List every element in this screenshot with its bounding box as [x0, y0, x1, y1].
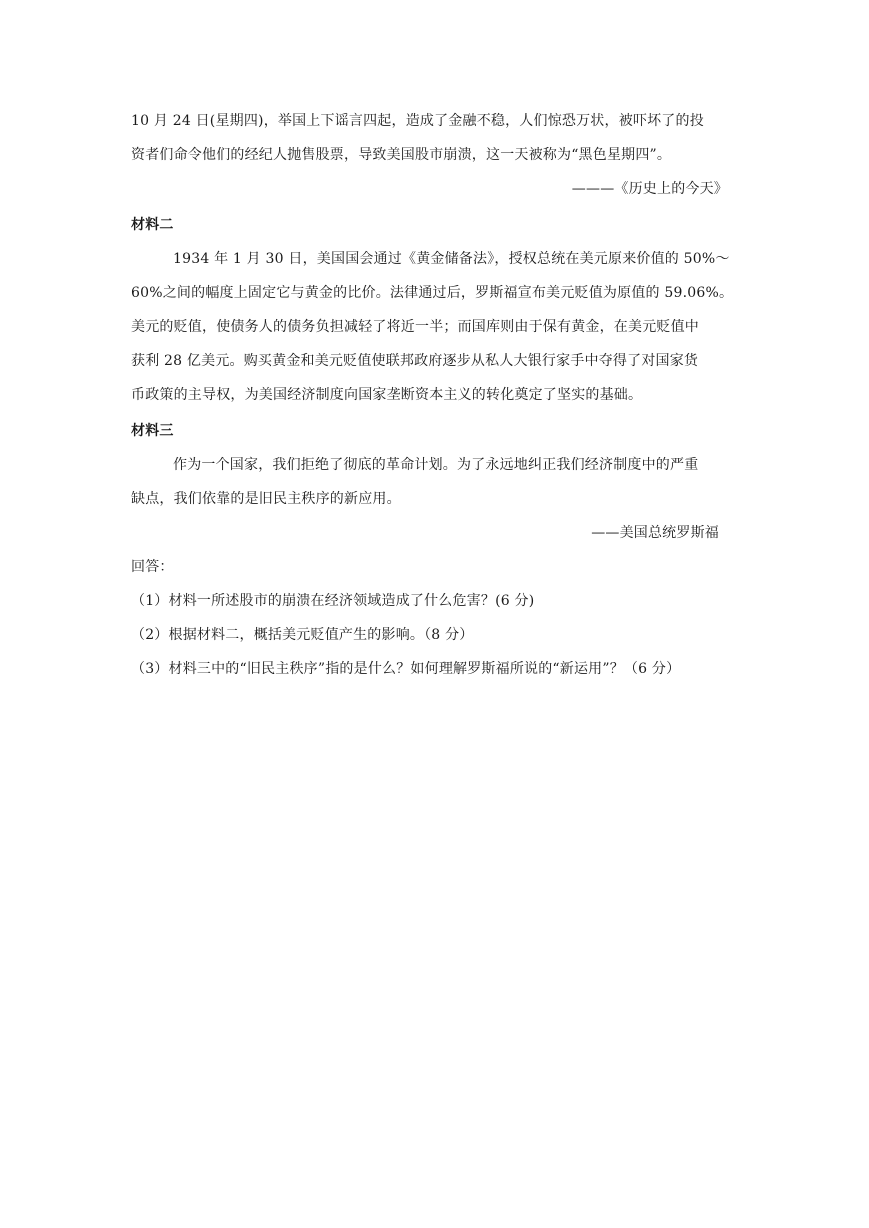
material-three-heading: 材料三	[131, 423, 174, 439]
material-one-line-2: 资者们命令他们的经纪人抛售股票，导致美国股市崩溃，这一天被称为“黑色星期四”。	[131, 147, 672, 163]
material-three-line-2: 缺点，我们依靠的是旧民主秩序的新应用。	[131, 491, 401, 507]
answer-label: 回答：	[131, 559, 174, 575]
question-3: （3）材料三中的“旧民主秩序”指的是什么？如何理解罗斯福所说的“新运用”？（6 分）	[131, 661, 681, 677]
material-one-source: ———《历史上的今天》	[571, 181, 728, 197]
material-two-line-1: 1934 年 1 月 30 日，美国国会通过《黄金储备法》，授权总统在美元原来价值的 50%～	[173, 251, 730, 267]
material-two-line-3: 美元的贬值，使债务人的债务负担减轻了将近一半；而国库则由于保有黄金，在美元贬值中	[131, 319, 699, 335]
question-2: （2）根据材料二，概括美元贬值产生的影响。（8 分）	[131, 627, 474, 643]
question-1: （1）材料一所述股市的崩溃在经济领域造成了什么危害？(6 分)	[131, 593, 535, 609]
material-three-source: ——美国总统罗斯福	[591, 525, 719, 541]
material-two-line-5: 币政策的主导权，为美国经济制度向国家垄断资本主义的转化奠定了坚实的基础。	[131, 387, 643, 403]
material-one-line-1: 10 月 24 日(星期四)，举国上下谣言四起，造成了金融不稳，人们惊恐万状，被吓坏了的投	[131, 113, 704, 129]
material-two-line-4: 获利 28 亿美元。购买黄金和美元贬值使联邦政府逐步从私人大银行家手中夺得了对国家货	[131, 353, 699, 369]
material-three-line-1: 作为一个国家，我们拒绝了彻底的革命计划。为了永远地纠正我们经济制度中的严重	[173, 457, 699, 473]
material-two-heading: 材料二	[131, 217, 174, 233]
material-two-line-2: 60%之间的幅度上固定它与黄金的比价。法律通过后，罗斯福宣布美元贬值为原值的 59.06%。	[131, 285, 734, 301]
